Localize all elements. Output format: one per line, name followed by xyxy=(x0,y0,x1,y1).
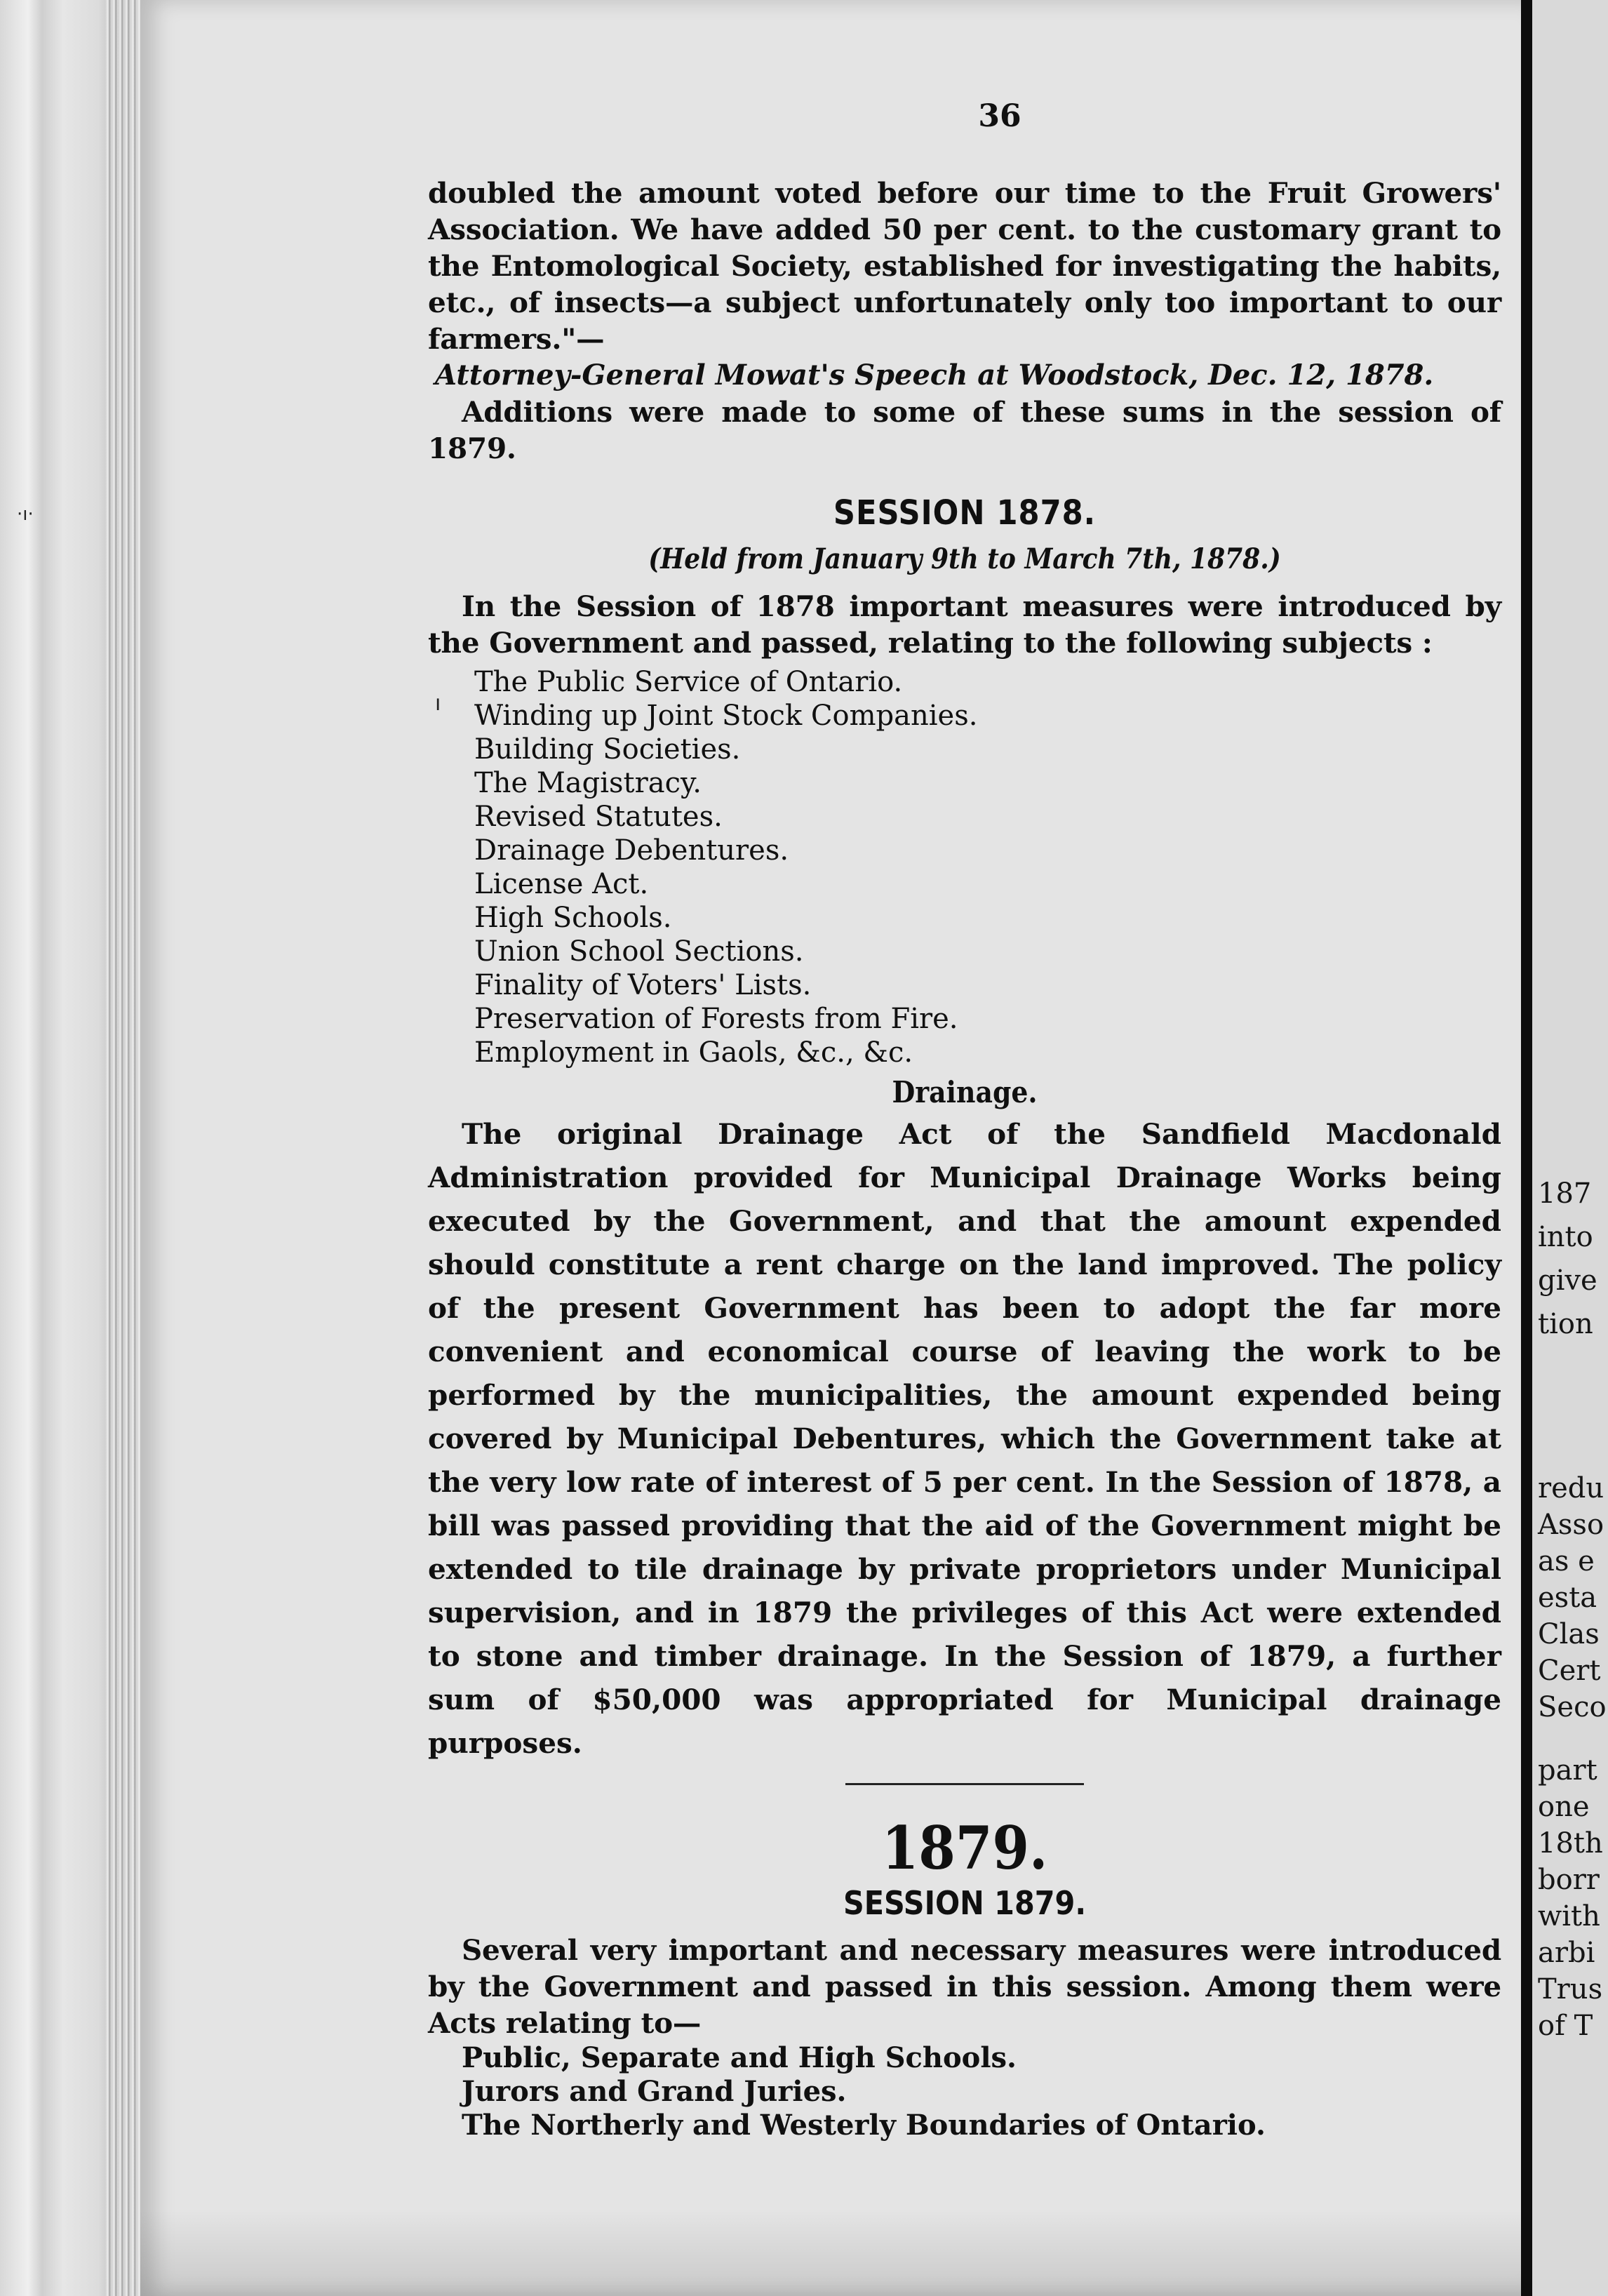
facing-page-text: as e xyxy=(1538,1545,1595,1577)
intro-quote: doubled the amount voted before our time to the Fruit Growers' Association. We have added 50 per cent. to the customary grant to the Entomological Society, established for investigating the habits, etc., of insects—a subject unfortunately only too important to our farmers."— xyxy=(428,176,1501,356)
facing-page-text: one xyxy=(1538,1791,1590,1823)
facing-page-text: Cert xyxy=(1538,1655,1601,1687)
session-1878-dates: (Held from January 9th to March 7th, 1878.) xyxy=(648,542,1281,575)
facing-page-text: esta xyxy=(1538,1582,1597,1614)
list-item: Jurors and Grand Juries. xyxy=(462,2075,847,2108)
facing-page-text: into xyxy=(1538,1221,1593,1253)
session-1878-heading: SESSION 1878. xyxy=(833,493,1097,533)
facing-page-text: Seco xyxy=(1538,1691,1607,1723)
facing-page-text: Clas xyxy=(1538,1618,1600,1650)
session-1879-intro: Several very important and necessary measures were introduced by the Government and passed in this session. Among them were Acts relating to— xyxy=(428,1933,1501,2040)
list-item: Union School Sections. xyxy=(474,935,804,968)
list-item: The Magistracy. xyxy=(474,767,702,799)
list-item: Finality of Voters' Lists. xyxy=(474,969,812,1001)
subjects-list xyxy=(474,665,1501,1069)
page-shadow xyxy=(140,2210,1521,2296)
list-item: High Schools. xyxy=(474,902,672,934)
facing-page-text: Asso xyxy=(1538,1509,1604,1541)
text-column xyxy=(428,98,1501,2142)
session-1879-heading: SESSION 1879. xyxy=(843,1884,1087,1922)
facing-page-text: tion xyxy=(1538,1308,1593,1340)
facing-page-text: 187 xyxy=(1538,1177,1592,1210)
list-item: The Northerly and Westerly Boundaries of Ontario. xyxy=(462,2109,1266,2142)
list-item: Public, Separate and High Schools. xyxy=(462,2041,1017,2074)
page-number: 36 xyxy=(978,98,1021,134)
facing-page-text: Trus xyxy=(1538,1973,1603,2005)
list-item: Employment in Gaols, &c., &c. xyxy=(474,1036,913,1069)
book-spine xyxy=(1521,0,1532,2296)
drainage-text: The original Drainage Act of the Sandfield Macdonald Administration provided for Municipal Drainage Works being executed by the Government, and that the amount expended should constitute a rent charge on the land improved. The policy of the present Government has been to adopt the far more convenient and economical course of leaving the work to be performed by the municipalities, the amount expended being covered by Municipal Debentures, which the Government take at the very low rate of interest of 5 per cent. In the Session of 1878, a bill was passed providing that the aid of the Government might be extended to tile drainage by private proprietors under Municipal supervision, and in 1879 the privileges of this Act were extended to stone and timber drainage. In the Session of 1879, a further sum of $50,000 was appropriated for Municipal drainage purposes. xyxy=(428,1117,1501,1760)
facing-page-text: 18th xyxy=(1538,1827,1603,1860)
facing-page-text: of T xyxy=(1538,2010,1593,2042)
margin-speck: ı xyxy=(435,691,441,716)
list-item: License Act. xyxy=(474,868,649,900)
section-rule xyxy=(845,1783,1084,1785)
acts-list xyxy=(462,2041,1501,2142)
margin-speck: ·ı· xyxy=(17,504,34,525)
facing-page-text: redu xyxy=(1538,1472,1604,1504)
list-item: Drainage Debentures. xyxy=(474,834,789,867)
quote-attribution: Attorney-General Mowat's Speech at Woodstock, Dec. 12, 1878. xyxy=(435,359,1434,392)
facing-page-text: with xyxy=(1538,1900,1600,1933)
list-item: Revised Statutes. xyxy=(474,801,723,833)
session-1878-intro: In the Session of 1878 important measures were introduced by the Government and passed, relating to the following subjects : xyxy=(428,589,1501,660)
list-item: Preservation of Forests from Fire. xyxy=(474,1003,958,1035)
facing-page-text: part xyxy=(1538,1754,1597,1787)
year-1879-heading: 1879. xyxy=(881,1813,1048,1883)
drainage-heading: Drainage. xyxy=(892,1075,1038,1109)
list-item: Building Societies. xyxy=(474,733,741,766)
facing-page-text: arbi xyxy=(1538,1937,1595,1969)
facing-page-text: give xyxy=(1538,1264,1597,1297)
list-item: Winding up Joint Stock Companies. xyxy=(474,700,978,732)
list-item: The Public Service of Ontario. xyxy=(474,666,903,698)
additions-note: Additions were made to some of these sums in the session of 1879. xyxy=(428,395,1501,465)
facing-page-text: borr xyxy=(1538,1864,1600,1896)
